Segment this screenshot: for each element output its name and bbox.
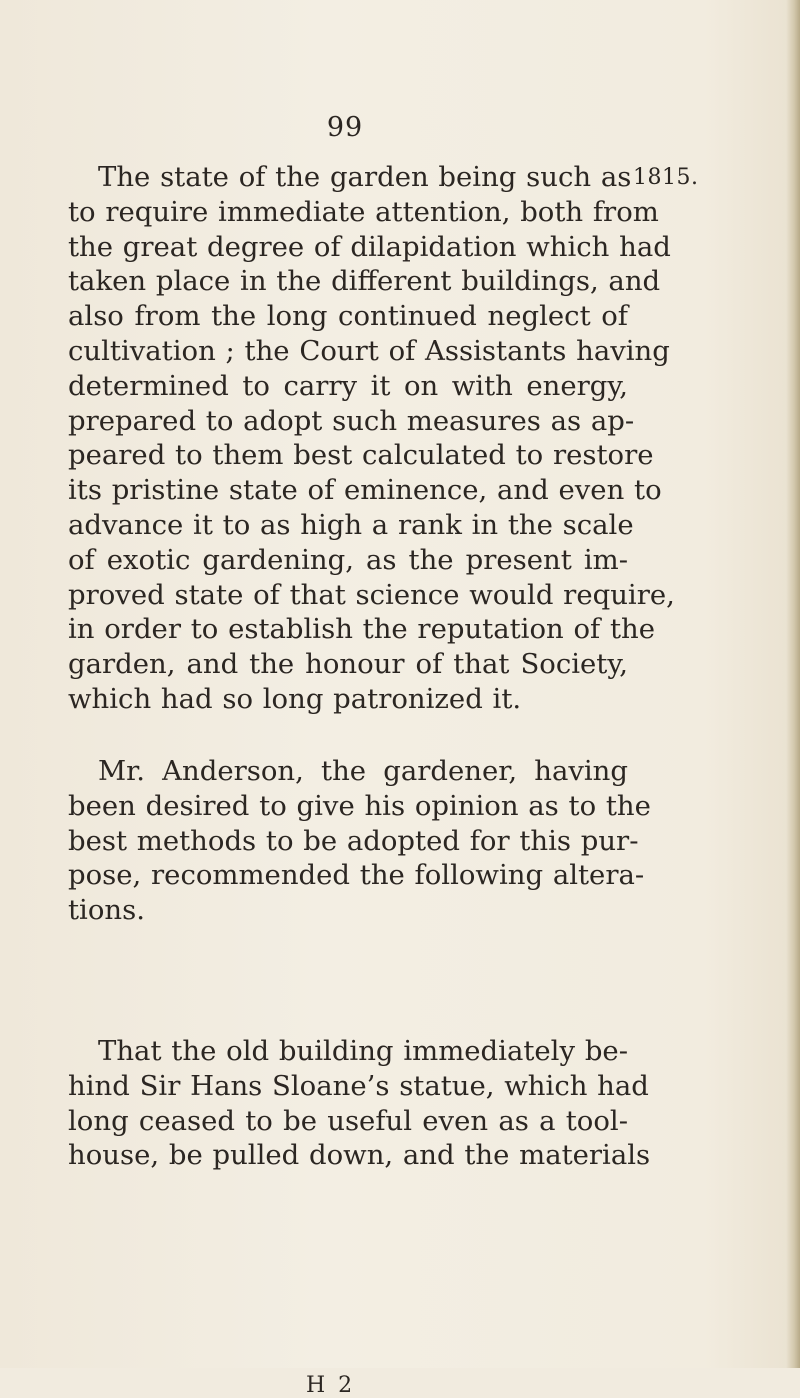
- text-line: house, be pulled down, and the materials: [68, 1139, 651, 1172]
- text-line: also from the long continued neglect of: [68, 300, 628, 333]
- text-line: The state of the garden being such as: [98, 161, 632, 193]
- text-line: pose, recommended the following altera-: [68, 859, 645, 892]
- page-edge-shadow: [786, 0, 800, 1368]
- text-line: long ceased to be useful even as a tool-: [68, 1104, 628, 1137]
- paragraph-anderson-opinion: [68, 754, 651, 928]
- text-line: cultivation ; the Court of Assistants having: [68, 334, 670, 367]
- text-line: That the old building immediately be-: [98, 1035, 628, 1067]
- paragraph-old-building: [68, 1034, 651, 1173]
- text-line: prepared to adopt such measures as ap-: [68, 404, 635, 437]
- text-line: the great degree of dilapidation which had: [68, 230, 671, 263]
- text-line: Mr. Anderson, the gardener, having: [98, 755, 628, 787]
- text-line: peared to them best calculated to restore: [68, 439, 654, 472]
- text-line: its pristine state of eminence, and even to: [68, 474, 662, 507]
- text-line: to require immediate attention, both from: [68, 195, 659, 228]
- text-line: hind Sir Hans Sloane’s statue, which had: [68, 1069, 649, 1102]
- text-line: of exotic gardening, as the present im-: [68, 543, 628, 576]
- text-line: in order to establish the reputation of the: [68, 613, 655, 646]
- margin-year-note: 1815.: [633, 165, 699, 190]
- text-line: taken place in the different buildings, and: [68, 265, 661, 298]
- text-line: which had so long patronized it.: [68, 682, 522, 715]
- text-line: best methods to be adopted for this pur-: [68, 824, 639, 857]
- signature-mark: H 2: [306, 1373, 356, 1398]
- text-line: tions.: [68, 894, 145, 927]
- text-line: determined to carry it on with energy,: [68, 369, 628, 402]
- text-line: advance it to as high a rank in the scale: [68, 508, 634, 541]
- text-line: garden, and the honour of that Society,: [68, 648, 628, 681]
- page-number: 99: [326, 112, 364, 143]
- text-line: proved state of that science would require,: [68, 578, 675, 611]
- text-line: been desired to give his opinion as to the: [68, 789, 651, 822]
